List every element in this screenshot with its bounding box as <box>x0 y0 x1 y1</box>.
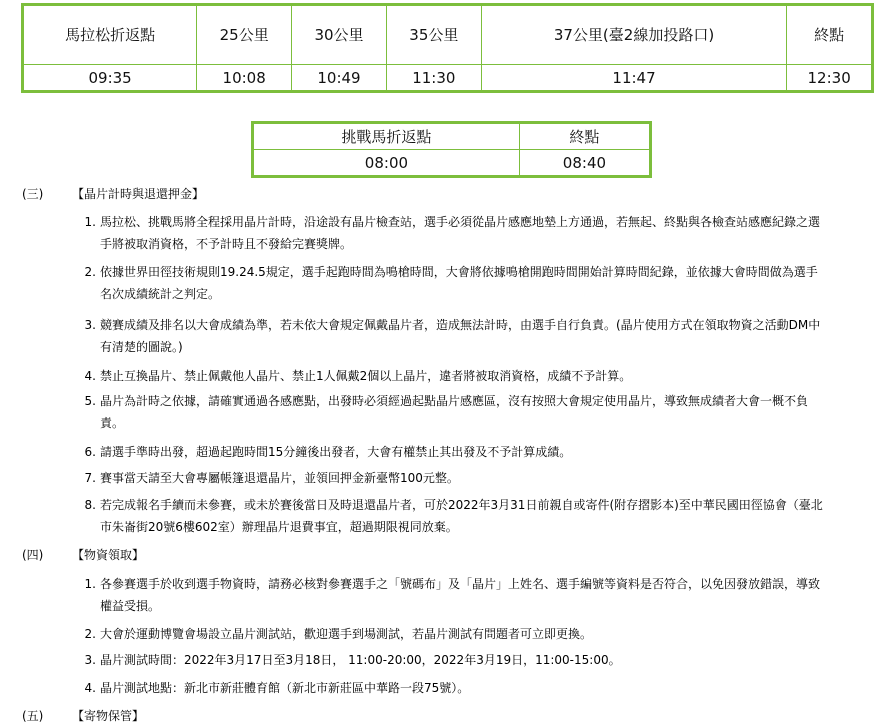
item-text-line: 若完成報名手續而未參賽，或未於賽後當日及時退還晶片者，可於2022年3月31日前親自或寄件(附存摺影本)至中華民國田徑協會（臺北 <box>100 498 823 512</box>
item-number: 7. <box>84 471 96 485</box>
item-number: 3. <box>84 318 96 332</box>
item-text-line: 晶片測試時間：2022年3月17日至3月18日， 11:00-20:00，2022年3月19日，11:00-15:00。 <box>100 653 621 667</box>
table-header-cell: 25公里 <box>197 5 292 65</box>
table-row <box>253 150 651 177</box>
table-header-row <box>23 5 873 65</box>
item-text-line: 晶片為計時之依據，請確實通過各感應點，出發時必須經過起點晶片感應區，沒有按照大會規定使用晶片，導致無成績者大會一概不負 <box>100 394 809 408</box>
table-cell: 10:49 <box>292 65 387 92</box>
table-header-cell: 終點 <box>787 5 873 65</box>
item-text-line: 請選手準時出發，超過起跑時間15分鐘後出發者，大會有權禁止其出發及不予計算成績。 <box>100 445 572 459</box>
table-header-cell: 30公里 <box>292 5 387 65</box>
section-title: 【晶片計時與退還押金】 <box>72 187 205 201</box>
item-text-line: 依據世界田徑技術規則19.24.5規定，選手起跑時間為鳴槍時間，大會將依據鳴槍開跑時間開始計算時間紀錄，並依據大會時間做為選手 <box>100 265 818 279</box>
item-text-line: 手將被取消資格，不予計時且不發給完賽獎牌。 <box>100 237 353 251</box>
table-cell: 11:30 <box>386 65 481 92</box>
item-text-line: 馬拉松、挑戰馬將全程採用晶片計時，沿途設有晶片檢查站，選手必須從晶片感應地墊上方通過，若無起、終點與各檢查站感應紀錄之選 <box>100 215 821 229</box>
table-cell: 09:35 <box>23 65 197 92</box>
table-header-cell: 挑戰馬折返點 <box>253 123 520 150</box>
section-title: 【寄物保管】 <box>72 709 145 723</box>
item-number: 6. <box>84 445 96 459</box>
table-header-cell: 35公里 <box>386 5 481 65</box>
table-header-cell: 終點 <box>519 123 650 150</box>
table-cell: 08:40 <box>519 150 650 177</box>
item-number: 1. <box>84 215 96 229</box>
table-cell: 12:30 <box>787 65 873 92</box>
item-text-line: 賽事當天請至大會專屬帳篷退還晶片，並領回押金新臺幣100元整。 <box>100 471 459 485</box>
item-text-line: 禁止互換晶片、禁止佩戴他人晶片、禁止1人佩戴2個以上晶片，違者將被取消資格，成績不予計算。 <box>100 369 632 383</box>
table-cell: 10:08 <box>197 65 292 92</box>
item-number: 4. <box>84 369 96 383</box>
table-header-cell: 馬拉松折返點 <box>23 5 197 65</box>
item-number: 2. <box>84 265 96 279</box>
item-text-line: 權益受損。 <box>100 599 161 613</box>
table-cell: 11:47 <box>481 65 787 92</box>
item-number: 5. <box>84 394 96 408</box>
challenge-cutoff-table <box>251 121 652 178</box>
item-text-line: 責。 <box>100 416 125 430</box>
section-number: (五) <box>22 709 44 723</box>
item-number: 4. <box>84 681 96 695</box>
item-text-line: 晶片測試地點：新北市新莊體育館（新北市新莊區中華路一段75號）。 <box>100 681 470 695</box>
item-number: 2. <box>84 627 96 641</box>
item-text-line: 市朱崙街20號6樓602室）辦理晶片退費事宜，超過期限視同放棄。 <box>100 520 458 534</box>
cutoff-time-table <box>21 3 874 93</box>
item-number: 1. <box>84 577 96 591</box>
item-text-line: 名次成績統計之判定。 <box>100 287 221 301</box>
item-text-line: 各參賽選手於收到選手物資時，請務必核對參賽選手之「號碼布」及「晶片」上姓名、選手編號等資料是否符合，以免因發放錯誤，導致 <box>100 577 821 591</box>
section-title: 【物資領取】 <box>72 548 145 562</box>
item-number: 3. <box>84 653 96 667</box>
section-number: (四) <box>22 548 44 562</box>
section-number: (三) <box>22 187 44 201</box>
table-cell: 08:00 <box>253 150 520 177</box>
item-text-line: 有清楚的圖說。) <box>100 340 183 354</box>
table-header-row <box>253 123 651 150</box>
table-header-cell: 37公里(臺2線加投路口) <box>481 5 787 65</box>
item-text-line: 競賽成績及排名以大會成績為準，若未依大會規定佩戴晶片者，造成無法計時，由選手自行負責。(晶片使用方式在領取物資之活動DM中 <box>100 318 821 332</box>
table-row <box>23 65 873 92</box>
item-number: 8. <box>84 498 96 512</box>
item-text-line: 大會於運動博覽會場設立晶片測試站，歡迎選手到場測試，若晶片測試有問題者可立即更換。 <box>100 627 593 641</box>
